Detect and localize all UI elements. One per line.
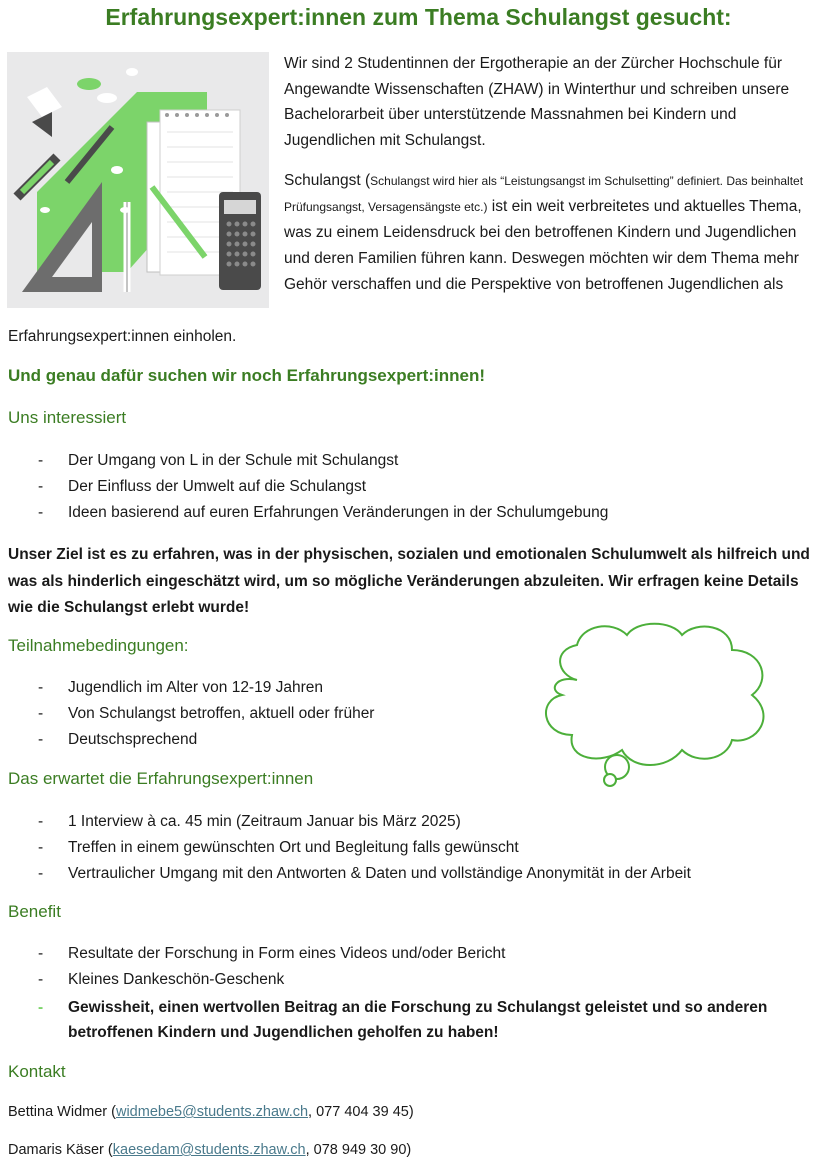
- list-item: [8, 701, 374, 727]
- list-item-text: Vertraulicher Umgang mit den Antworten & Daten und vollständige Anonymität in der Arbeit: [68, 865, 691, 882]
- bullet-dash: -: [38, 945, 44, 962]
- conditions-list: [8, 675, 374, 753]
- contact-name: Bettina Widmer (: [8, 1104, 116, 1120]
- list-item: [8, 474, 608, 500]
- thought-cloud-icon: [537, 620, 777, 790]
- list-item-text: Der Einfluss der Umwelt auf die Schulangst: [68, 478, 367, 495]
- definition-note: Schulangst wird hier als “Leistungsangst im Schulsetting” definiert. Das beinhaltet Prüfungsangst, Versagensängste etc.): [284, 174, 804, 214]
- interest-list: [8, 448, 608, 526]
- bullet-dash: -: [38, 731, 44, 748]
- conditions-heading: Teilnahmebedingungen:: [8, 636, 189, 655]
- contact-name: Damaris Käser (: [8, 1142, 113, 1158]
- contact-heading: Kontakt: [8, 1062, 66, 1081]
- definition-lead: Schulangst (: [284, 172, 371, 189]
- list-item-text: Gewissheit, einen wertvollen Beitrag an die Forschung zu Schulangst geleistet und so anderen betroffenen Kindern und Jugendlichen geholfen zu haben!: [68, 999, 768, 1041]
- list-item-text: Kleines Dankeschön-Geschenk: [68, 971, 285, 988]
- email-link[interactable]: widmebe5@students.zhaw.ch: [115, 1104, 309, 1120]
- bullet-dash: -: [38, 999, 44, 1016]
- bullet-dash: -: [38, 679, 44, 696]
- list-item-text: Resultate der Forschung in Form eines Videos und/oder Bericht: [68, 945, 506, 962]
- list-item: [8, 835, 691, 861]
- intro-paragraph: Wir sind 2 Studentinnen der Ergotherapie an der Zürcher Hochschule für Angewandte Wissenschaften (ZHAW) in Winterthur und schreiben unsere Bachelorarbeit über unterstützende Massnahmen bei Kindern und Jugendlichen mit Schulangst.: [284, 55, 790, 149]
- list-item: [8, 967, 505, 993]
- list-item: [8, 727, 374, 753]
- bullet-dash: -: [38, 839, 44, 856]
- contact-damaris: [8, 1142, 411, 1158]
- list-item-text: Deutschsprechend: [68, 731, 198, 748]
- list-item: [8, 861, 691, 887]
- bullet-dash: -: [38, 452, 44, 469]
- bullet-dash: -: [38, 504, 44, 521]
- expect-heading: Das erwartet die Erfahrungsexpert:innen: [8, 769, 314, 788]
- contact-phone: , 078 949 30 90): [305, 1142, 412, 1158]
- benefit-heading: Benefit: [8, 902, 61, 921]
- contact-phone: , 077 404 39 45): [308, 1104, 414, 1120]
- list-item: [8, 995, 808, 1045]
- list-item-text: Ideen basierend auf euren Erfahrungen Veränderungen in der Schulumgebung: [68, 504, 609, 521]
- bullet-dash: -: [38, 705, 44, 722]
- bullet-dash: -: [38, 813, 44, 830]
- list-item-text: Treffen in einem gewünschten Ort und Begleitung falls gewünscht: [68, 839, 519, 856]
- list-item: [8, 941, 505, 967]
- list-item-text: 1 Interview à ca. 45 min (Zeitraum Januar bis März 2025): [68, 813, 461, 830]
- definition-rest: ist ein weit verbreitetes und aktuelles Thema, was zu einem Leidensdruck bei den betroffenen Kindern und Jugendlichen und deren Familien führen kann. Deswegen möchten wir dem Thema mehr Gehör verschaffen und die Perspektive von betroffenen Jugendlichen als: [284, 198, 802, 293]
- contact-bettina: [8, 1104, 414, 1120]
- list-item: [8, 809, 691, 835]
- bullet-dash: -: [38, 865, 44, 882]
- definition-paragraph: [284, 168, 824, 298]
- interest-heading: Uns interessiert: [8, 408, 127, 427]
- definition-tail: Erfahrungsexpert:innen einholen.: [8, 328, 237, 345]
- benefit-list: [8, 941, 505, 993]
- list-item-text: Von Schulangst betroffen, aktuell oder früher: [68, 705, 375, 722]
- goal-paragraph: Unser Ziel ist es zu erfahren, was in der physischen, sozialen und emotionalen Schulumwelt als hilfreich und was als hinderlich eingeschätzt wird, um so mögliche Veränderungen abzuleiten. Wir erfragen keine Details wie die Schulangst erlebt wurde!: [8, 546, 810, 616]
- stationery-illustration: [7, 52, 269, 308]
- list-item: [8, 675, 374, 701]
- list-item-text: Jugendlich im Alter von 12-19 Jahren: [68, 679, 324, 696]
- benefit-strong-list: [8, 995, 808, 1045]
- list-item: [8, 500, 608, 526]
- email-link[interactable]: kaesedam@students.zhaw.ch: [112, 1142, 306, 1158]
- callout-heading: Und genau dafür suchen wir noch Erfahrungsexpert:innen!: [8, 366, 485, 385]
- bullet-dash: -: [38, 478, 44, 495]
- page-title: Erfahrungsexpert:innen zum Thema Schulangst gesucht:: [105, 4, 732, 30]
- expect-list: [8, 809, 691, 887]
- list-item: [8, 448, 608, 474]
- list-item-text: Der Umgang von L in der Schule mit Schulangst: [68, 452, 399, 469]
- bullet-dash: -: [38, 971, 44, 988]
